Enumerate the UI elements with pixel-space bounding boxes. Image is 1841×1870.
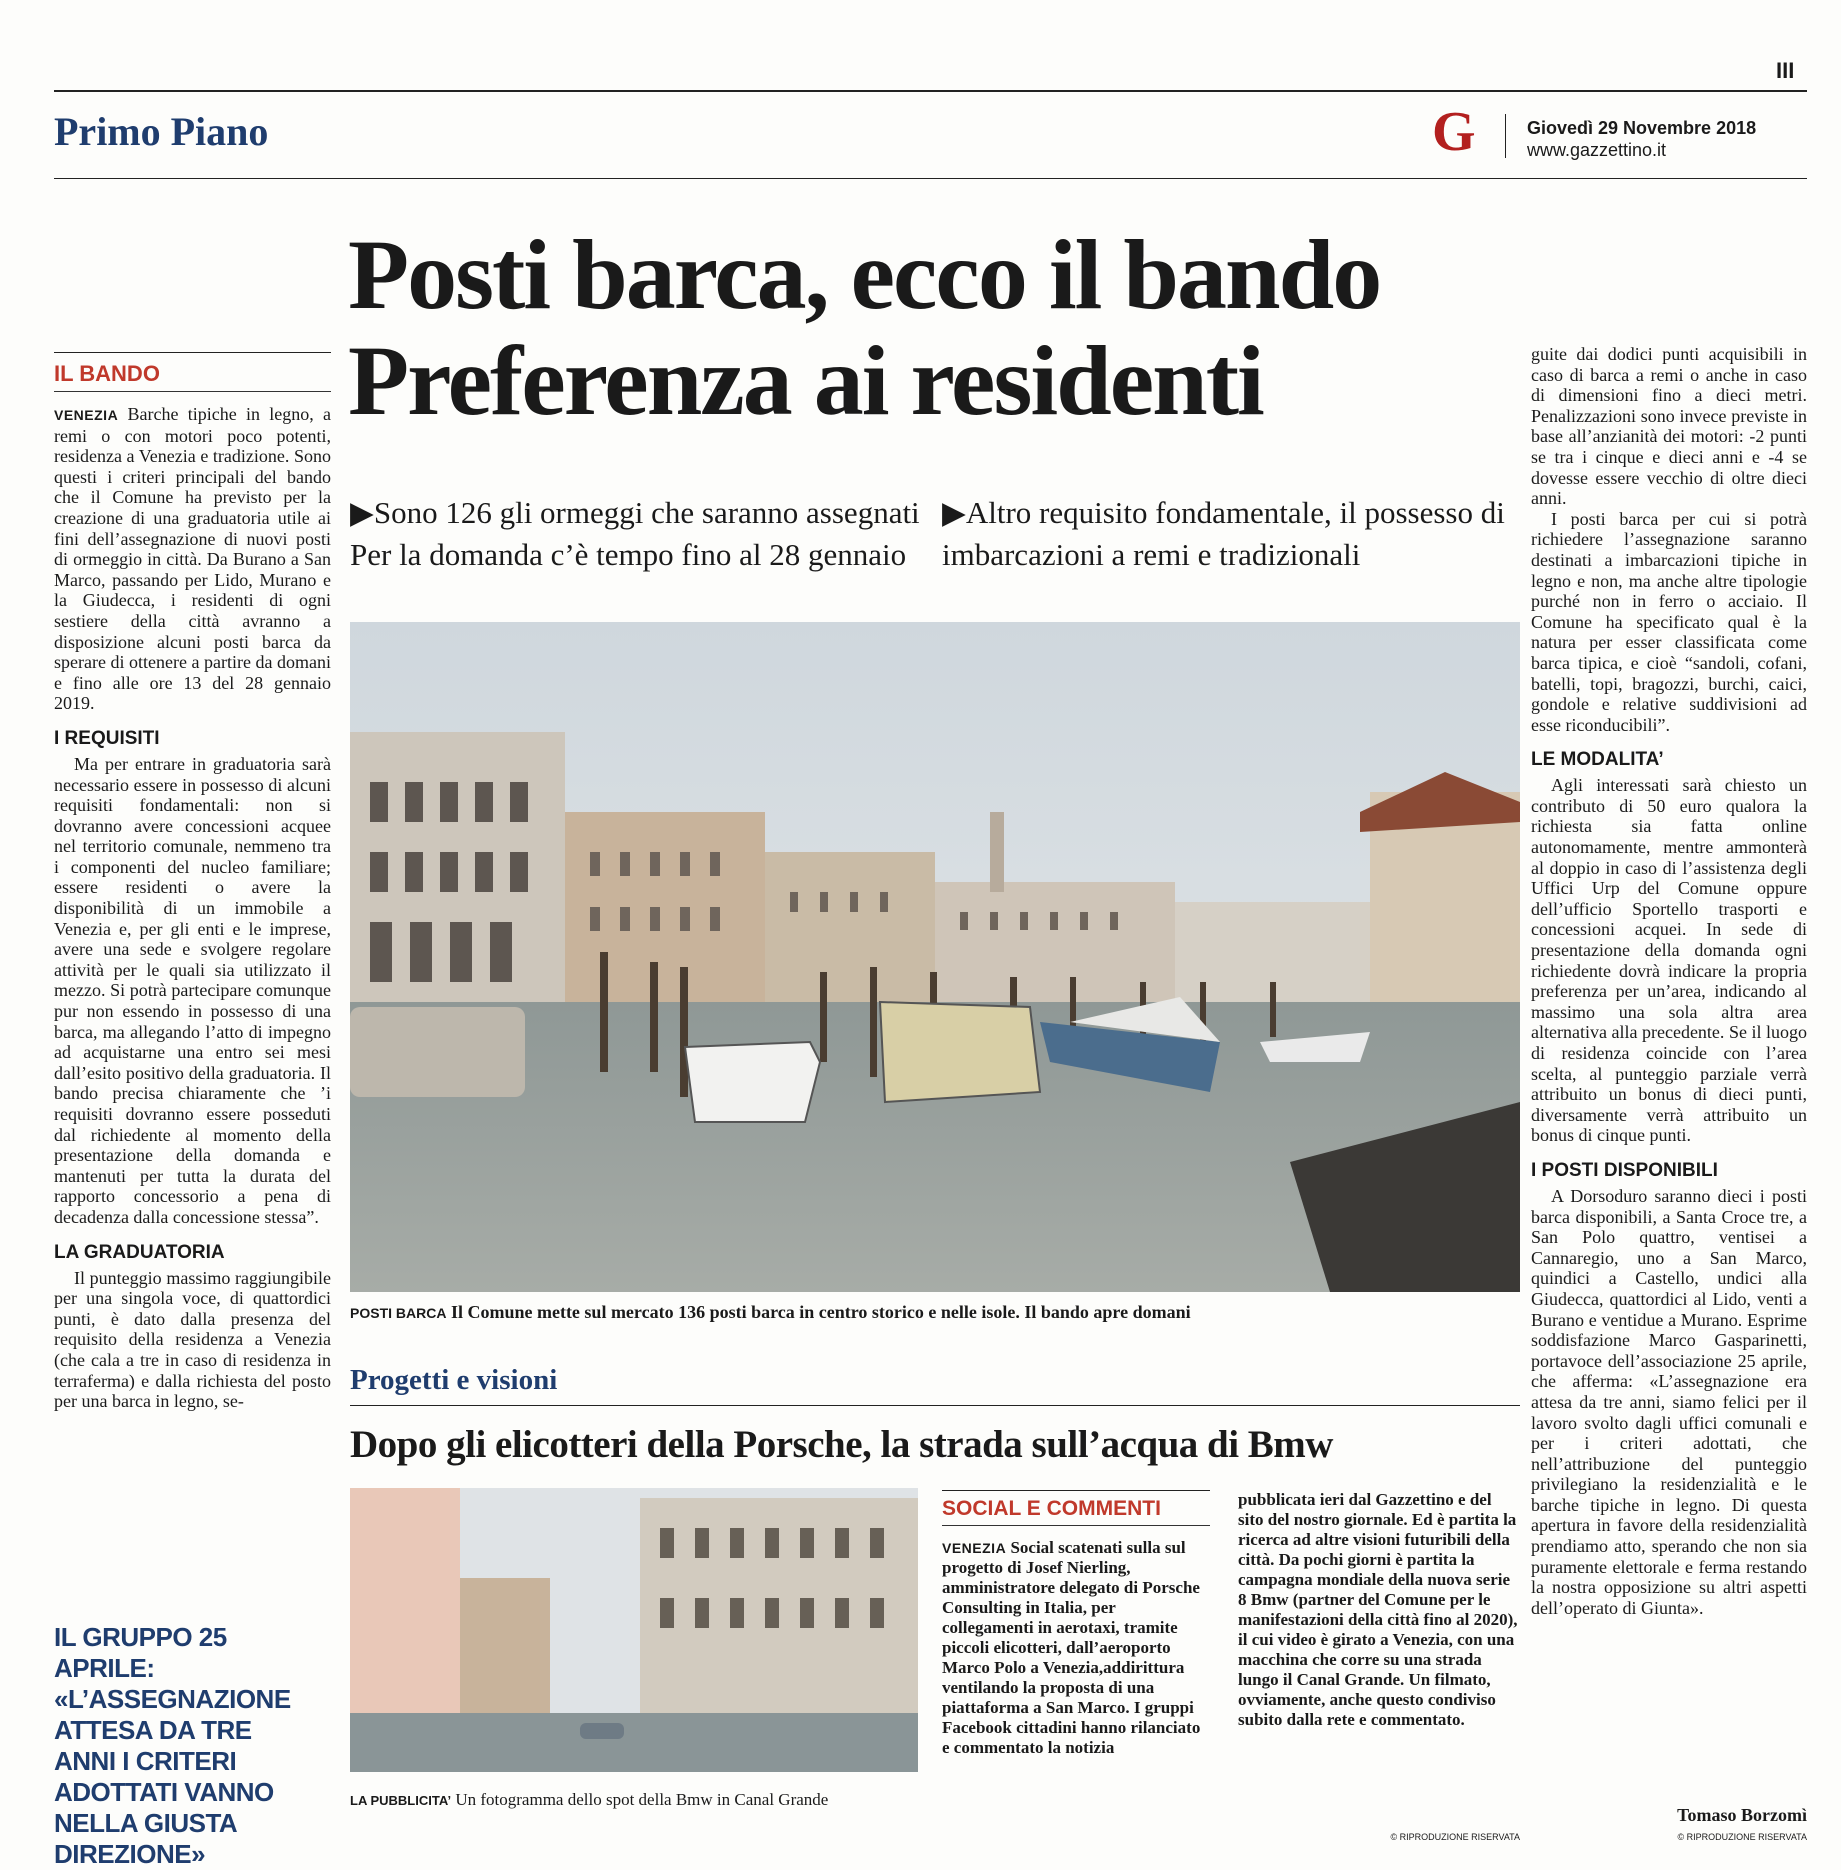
website-link[interactable]: www.gazzettino.it bbox=[1527, 140, 1667, 160]
logo-g-icon: G bbox=[1432, 101, 1476, 163]
page-number: III bbox=[1776, 58, 1795, 83]
kicker-rule bbox=[54, 352, 331, 353]
modalita-text: Agli interessati sarà chiesto un contributo di 50 euro qualora la richiesta sia fatta online autonomamente, mentre ammonterà al doppio in caso di l’assistenza degli Uffici Urp del Comune oppure dell’ufficio Sportello trasporti e concessioni acquei. In sede di presentazione della domanda ogni richiedente dovrà indicare la propria preferenza per un’area, indicando al massimo una sola altra area alternativa alla precedente. Se il luogo di residenza coincide con l’area scelta, al punteggio parziale verrà attribuito un bonus di dieci punti, diversamente verrà attribuito un bonus di cinque punti. bbox=[1531, 775, 1807, 1146]
main-photo-caption: POSTI BARCA Il Comune mette sul mercato 136 posti barca in centro storico e nelle isole. Il bando apre domani bbox=[350, 1302, 1191, 1322]
social-text-2: pubblicata ieri dal Gazzettino e del sito del nostro giornale. Ed è partita la ricerca ad altre visioni futuribili della città. Da pochi giorni è partita la campagna mondiale della nuova serie 8 Bmw (partner del Comune per le manifestazioni della città fino al 2020), il cui video è girato a Venezia, con una macchina che corre su una strada lungo il Canal Grande. Un filmato, ovviamente, anche questo condiviso subito dalla rete e commentato. bbox=[1238, 1490, 1518, 1729]
right-para1: guite dai dodici punti acquisibili in caso di barca a remi o anche in caso di dimensioni fino a dieci metri. Penalizzazioni sono invece previste in base all’anzianità dei motori: -2 punti se tra i cinque e dieci anni e -4 se dovesse essere vecchio di oltre dieci anni. bbox=[1531, 344, 1807, 509]
social-text-1: VENEZIA Social scatenati sulla sul progetto di Josef Nierling, amministratore delegato di Porsche Consulting in Italia, per collegamenti in aerotaxi, tramite piccoli elicotteri, dall’aeroporto Marco Polo a Venezia,addirittura ventilando la proposta di una piattaforma a San Marco. I gruppi Facebook cittadini hanno rilanciato e commentato la notizia bbox=[942, 1538, 1201, 1757]
triangle-bullet-icon: ▶ bbox=[350, 495, 374, 530]
right-column bbox=[1531, 344, 1807, 1618]
author-byline: Tomaso Borzomì bbox=[1677, 1805, 1807, 1825]
subhead-left: ▶Sono 126 gli ormeggi che saranno assegnati Per la domanda c’è tempo fino al 28 gennaio bbox=[350, 495, 920, 572]
main-photo-canal-grande bbox=[350, 622, 1520, 1292]
main-headline bbox=[348, 219, 1520, 436]
top-rule bbox=[54, 90, 1807, 92]
headline-line1: Posti barca, ecco il bando bbox=[348, 219, 1381, 330]
bmw-photo-svg bbox=[350, 1488, 918, 1772]
bmw-caption-label: LA PUBBLICITA’ bbox=[350, 1793, 452, 1808]
bmw-spot-photo bbox=[350, 1488, 918, 1772]
social-column bbox=[942, 1490, 1210, 1758]
graduatoria-heading: LA GRADUATORIA bbox=[54, 1241, 225, 1263]
issue-date: Giovedì 29 Novembre 2018 bbox=[1527, 118, 1757, 138]
secondary-section-title: Progetti e visioni bbox=[350, 1364, 558, 1396]
graduatoria-text: Il punteggio massimo raggiungibile per una singola voce, di quattordici punti, è dato dalla presenza del requisito della residenza a Venezia (che cala a tre in caso di residenza in terraferma) e dalla richiesta del posto per una barca in legno, se- bbox=[54, 1267, 331, 1412]
posti-heading: I POSTI DISPONIBILI bbox=[1531, 1159, 1718, 1181]
requisiti-heading: I REQUISITI bbox=[54, 727, 160, 749]
header-rule bbox=[54, 178, 1807, 179]
subhead-right: ▶Altro requisito fondamentale, il possesso di imbarcazioni a remi e tradizionali bbox=[942, 495, 1505, 572]
posti-text: A Dorsoduro saranno dieci i posti barca disponibili, a Santa Croce tre, a San Polo quattro, ventisei a Cannaregio, uno a San Marco, quindici a Castello, undici alla Giudecca, quattordici al Lido, venti a Burano e ventidue a Murano. Esprime soddisfazione Marco Gasparinetti, portavoce dell’associazione 25 aprile, che afferma: «L’assegnazione era attesa da tre anni, siamo felici per il lavoro svolto dagli uffici comunali e per i criteri adottati, che nell’attribuzione del punteggio privilegiano la residenzialità e le barche tipiche in legno. Di questa apertura in favore della residenzialità prendiamo atto, sperando che non sia puramente elettorale e ferma restando la nostra opposizione su altri aspetti dell’operato di Giunta». bbox=[1531, 1185, 1807, 1618]
requisiti-text: Ma per entrare in graduatoria sarà necessario essere in possesso di alcuni requisiti fondamentali: non si dovranno avere concessioni acquee nel territorio comunale, nemmeno tra i componenti del nucleo familiare; essere residenti o avere la disponibilità di un immobile a Venezia e, per gli enti e le imprese, avere una sede e svolgere regolare attività per le quali sia utilizzato il mezzo. Si potrà partecipare comunque pur non essendo in possesso di una barca, ma allegando l’atto di impegno ad acquistarne una entro sei mesi dall’esito positivo della graduatoria. Il bando precisa chiaramente che ’i requisiti dovranno essere posseduti dal richiedente al momento della presentazione della domanda e mantenuti per tutta la durata del rapporto concessorio a pena di decadenza dalla concessione stessa”. bbox=[54, 753, 331, 1227]
modalita-heading: LE MODALITA’ bbox=[1531, 749, 1664, 771]
social-dateline: VENEZIA bbox=[942, 1540, 1007, 1556]
kicker-social: SOCIAL E COMMENTI bbox=[942, 1497, 1210, 1526]
masthead-divider bbox=[1505, 114, 1506, 158]
canal-photo-svg bbox=[350, 622, 1520, 1292]
pull-quote: IL GRUPPO 25 APRILE: «L’ASSEGNAZIONE ATTESA DA TRE ANNI I CRITERI ADOTTATI VANNO NELLA GIUSTA DIREZIONE» bbox=[54, 1622, 291, 1869]
copyright-social: © RIPRODUZIONE RISERVATA bbox=[1390, 1832, 1520, 1842]
secondary-rule bbox=[350, 1405, 1520, 1406]
caption-label: POSTI BARCA bbox=[350, 1305, 447, 1321]
dateline: VENEZIA bbox=[54, 407, 119, 423]
right-para2: I posti barca per cui si potrà richiedere l’assegnazione saranno destinati a imbarcazioni tipiche in legno e non, ma anche altre tipologie purché non in ferro o acciaio. Il Comune ha specificato qual è la natura per esser classificata come barca tipica, e cioè “sandoli, cofani, batelli, topi, bragozzi, burchi, caici, gondole e relative suddivisioni ad esse riconducibili”. bbox=[1531, 508, 1807, 735]
left-column bbox=[54, 352, 331, 1412]
social-rule bbox=[942, 1490, 1210, 1491]
bmw-photo-caption: LA PUBBLICITA’ Un fotogramma dello spot della Bmw in Canal Grande bbox=[350, 1790, 829, 1809]
section-title: Primo Piano bbox=[54, 109, 269, 154]
triangle-bullet-icon: ▶ bbox=[942, 495, 966, 530]
kicker-il-bando: IL BANDO bbox=[54, 361, 331, 392]
secondary-headline: Dopo gli elicotteri della Porsche, la strada sull’acqua di Bmw bbox=[350, 1423, 1333, 1466]
copyright-right: © RIPRODUZIONE RISERVATA bbox=[1677, 1832, 1807, 1842]
headline-line2: Preferenza ai residenti bbox=[348, 325, 1263, 436]
intro-text: VENEZIA Barche tipiche in legno, a remi o con motori poco potenti, residenza a Venezia e tradizione. Sono questi i criteri principali del bando che il Comune ha previsto per la creazione di una graduatoria utile ai fini dell’assegnazione di nuovi posti di ormeggio in città. Da Burano a San Marco, passando per Lido, Murano e la Giudecca, i residenti di ogni sestiere della città avranno a disposizione alcuni posti barca da sperare di ottenere a partire da domani e fino alle ore 13 del 28 gennaio 2019. bbox=[54, 404, 331, 714]
